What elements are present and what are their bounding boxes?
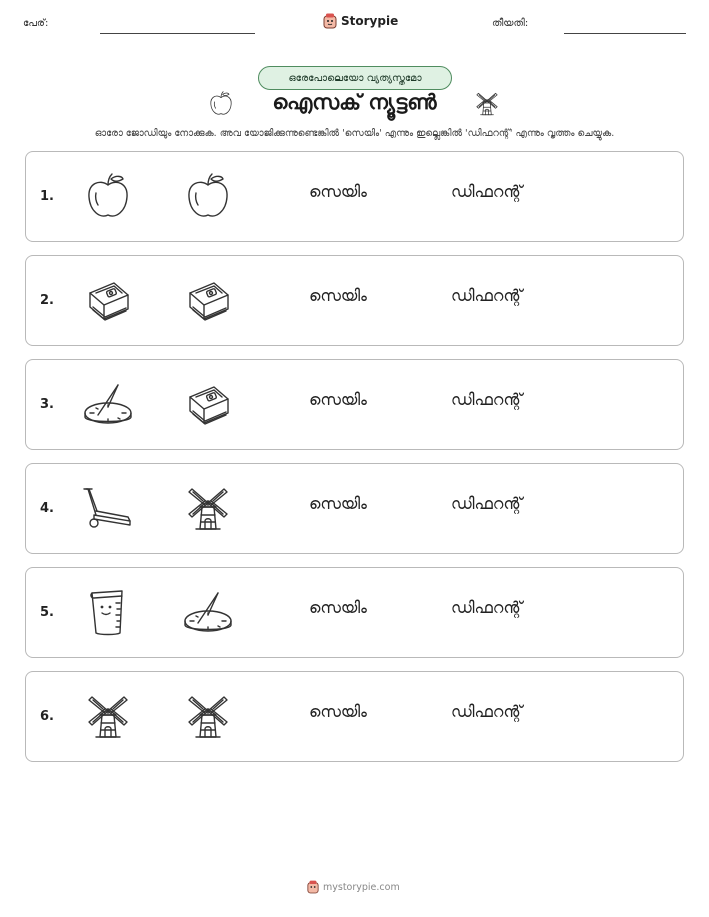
sundial-icon bbox=[80, 377, 136, 433]
left-picture bbox=[80, 273, 136, 329]
footer-site[interactable]: mystorypie.com bbox=[323, 881, 400, 893]
apple-icon bbox=[180, 169, 236, 225]
storypie-mascot-icon bbox=[307, 880, 319, 894]
worksheet-tag: ഒരേപോലെയോ വ്യത്യസ്തമോ bbox=[258, 66, 452, 90]
different-option[interactable]: ഡിഫറന്റ് bbox=[451, 598, 523, 617]
name-label: പേര്: bbox=[23, 18, 49, 29]
question-number: 1. bbox=[40, 189, 54, 204]
brand-logo bbox=[323, 13, 398, 29]
question-card-3 bbox=[25, 359, 684, 450]
left-picture bbox=[80, 481, 136, 537]
instructions: ഓരോ ജോഡിയും നോക്കുക. അവ യോജിക്കുന്നുണ്ടെങ്കിൽ 'സെയിം' എന്നും ഇല്ലെങ്കിൽ 'ഡിഫറന്റ്' എന്നും വൃത്തം ചെയ്യുക. bbox=[94, 128, 615, 139]
question-number: 5. bbox=[40, 605, 54, 620]
same-option[interactable]: സെയിം bbox=[309, 286, 367, 305]
question-number: 6. bbox=[40, 709, 54, 724]
right-picture bbox=[180, 585, 236, 641]
apple-icon bbox=[80, 169, 136, 225]
footer bbox=[307, 880, 400, 894]
windmill-icon bbox=[472, 89, 502, 119]
different-option[interactable]: ഡിഫറന്റ് bbox=[451, 182, 523, 201]
different-option[interactable]: ഡിഫറന്റ് bbox=[451, 702, 523, 721]
same-option[interactable]: സെയിം bbox=[309, 598, 367, 617]
right-picture bbox=[180, 273, 236, 329]
book-icon bbox=[80, 273, 136, 329]
right-picture bbox=[180, 481, 236, 537]
book-icon bbox=[180, 377, 236, 433]
question-card-6 bbox=[25, 671, 684, 762]
left-picture bbox=[80, 585, 136, 641]
left-picture bbox=[80, 689, 136, 745]
right-picture bbox=[180, 689, 236, 745]
apple-icon bbox=[206, 89, 236, 119]
same-option[interactable]: സെയിം bbox=[309, 182, 367, 201]
question-number: 3. bbox=[40, 397, 54, 412]
left-picture bbox=[80, 169, 136, 225]
name-line[interactable] bbox=[100, 33, 255, 34]
sundial-icon bbox=[180, 585, 236, 641]
different-option[interactable]: ഡിഫറന്റ് bbox=[451, 286, 523, 305]
page-title: ഐസക് ന്യൂട്ടൺ bbox=[272, 90, 437, 114]
windmill-icon bbox=[180, 689, 236, 745]
different-option[interactable]: ഡിഫറന്റ് bbox=[451, 390, 523, 409]
question-card-1 bbox=[25, 151, 684, 242]
question-number: 4. bbox=[40, 501, 54, 516]
right-picture bbox=[180, 377, 236, 433]
question-card-4 bbox=[25, 463, 684, 554]
title-apple-icon bbox=[206, 89, 236, 119]
storypie-mascot-icon bbox=[323, 13, 337, 29]
windmill-icon bbox=[80, 689, 136, 745]
right-picture bbox=[180, 169, 236, 225]
left-picture bbox=[80, 377, 136, 433]
book-icon bbox=[180, 273, 236, 329]
brand-name: Storypie bbox=[341, 14, 399, 28]
date-line[interactable] bbox=[564, 33, 686, 34]
treadmill-icon bbox=[80, 481, 136, 537]
different-option[interactable]: ഡിഫറന്റ് bbox=[451, 494, 523, 513]
same-option[interactable]: സെയിം bbox=[309, 494, 367, 513]
date-label: തീയതി: bbox=[492, 18, 529, 29]
same-option[interactable]: സെയിം bbox=[309, 390, 367, 409]
same-option[interactable]: സെയിം bbox=[309, 702, 367, 721]
title-windmill-icon bbox=[472, 89, 502, 119]
measuring-cup-icon bbox=[80, 585, 136, 641]
windmill-icon bbox=[180, 481, 236, 537]
question-card-5 bbox=[25, 567, 684, 658]
question-number: 2. bbox=[40, 293, 54, 308]
question-card-2 bbox=[25, 255, 684, 346]
